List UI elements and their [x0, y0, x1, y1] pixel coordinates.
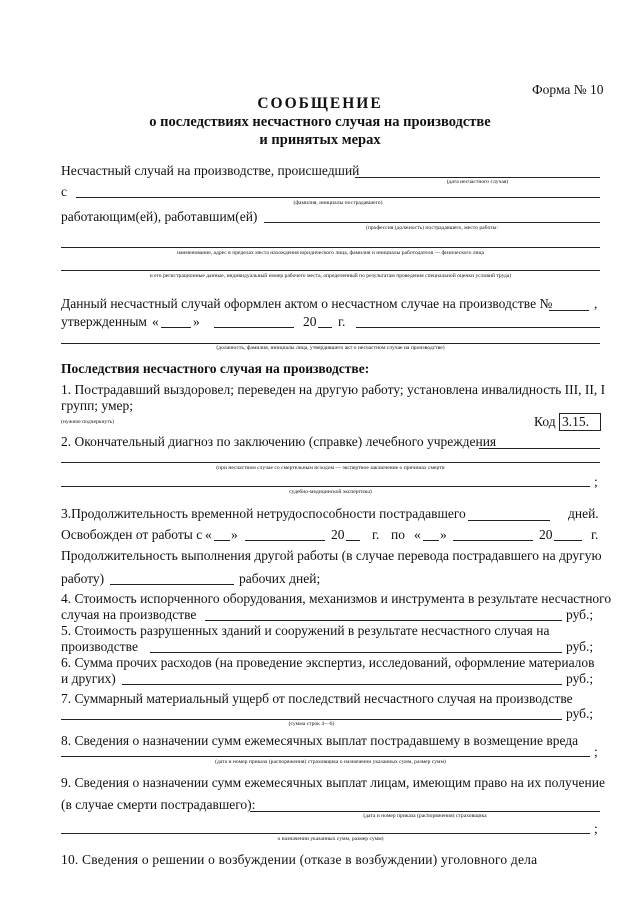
rel-q-close: »: [231, 527, 238, 542]
approver-caption: (должность, фамилия, инициалы лица, утвердившего акт о несчастном случае на производстве): [216, 345, 445, 351]
rel-year-suffix: г.: [372, 527, 380, 542]
item3-text: 3.Продолжительность временной нетрудоспособности пострадавшего: [61, 506, 466, 521]
approval-month-field[interactable]: [214, 327, 294, 328]
other-expenses-field[interactable]: [122, 684, 562, 685]
quote-open: «: [152, 314, 159, 329]
kod-label: Код: [534, 414, 556, 429]
order-caption-3: о назначении указанных сумм, размер сумм): [277, 836, 384, 842]
diagnosis-field[interactable]: [479, 448, 600, 449]
fatal-caption: (при несчастном случае со смертельным исходом — экспертное заключение о причинах смерти: [216, 465, 445, 471]
quote-close: »: [193, 314, 200, 329]
approver-field[interactable]: [356, 327, 600, 328]
item4-line2: случая на производстве: [61, 607, 197, 622]
disability-days-field[interactable]: [468, 520, 550, 521]
rub-4: руб.;: [566, 607, 594, 622]
item2-text: 2. Окончательный диагноз по заключению (справке) лечебного учреждения: [61, 434, 497, 449]
other-work-label: работу): [61, 571, 105, 586]
other-work-days-field[interactable]: [110, 584, 234, 585]
release-month-field[interactable]: [245, 540, 325, 541]
item9-line1: 9. Сведения о назначении сумм ежемесячных выплат лицам, имеющим право на их получение: [61, 775, 605, 790]
total-damage-field[interactable]: [61, 719, 562, 720]
dependents-payments-field[interactable]: [250, 811, 600, 812]
approved-label: утвержденным: [61, 314, 147, 329]
year-prefix: 20: [303, 314, 317, 329]
semicolon-9: ;: [594, 821, 598, 836]
item7-text: 7. Суммарный материальный ущерб от последствий несчастного случая на производстве: [61, 691, 573, 706]
dependents-payments-field-2[interactable]: [61, 833, 590, 834]
approver-field-2[interactable]: [61, 343, 600, 344]
release-year-field[interactable]: [346, 540, 360, 541]
with-label: с: [61, 184, 67, 199]
to-day-field[interactable]: [423, 540, 439, 541]
item9-line2: (в случае смерти пострадавшего):: [61, 797, 256, 812]
semicolon-8: ;: [594, 744, 598, 759]
semicolon: ;: [594, 474, 598, 489]
victim-payments-field[interactable]: [61, 756, 590, 757]
item10-text: 10. Сведения о решении о возбуждении (отказе в возбуждении) уголовного дела: [61, 852, 538, 867]
item8-text: 8. Сведения о назначении сумм ежемесячных выплат пострадавшему в возмещение вреда: [61, 733, 579, 748]
to-month-field[interactable]: [453, 540, 533, 541]
buildings-cost-field[interactable]: [150, 652, 562, 653]
equipment-cost-field[interactable]: [205, 620, 562, 621]
forensic-caption: судебно-медицинской экспертизы): [289, 489, 372, 495]
employer-caption: наименование, адрес в пределах места нахождения юридического лица, фамилия и инициалы работодателя — физического лица: [176, 250, 485, 256]
victim-name-field[interactable]: [76, 197, 600, 198]
approval-day-field[interactable]: [161, 327, 191, 328]
order-caption-2: (дата и номер приказа (распоряжения) страховщика: [363, 813, 487, 819]
item6-line2: и других): [61, 671, 116, 686]
act-comma: ,: [594, 296, 598, 311]
item1-line1: 1. Пострадавший выздоровел; переведен на другую работу; установлена инвалидность III, II, I: [61, 382, 606, 397]
to-q-open: «: [414, 527, 421, 542]
document-title: СООБЩЕНИЕ: [257, 95, 383, 112]
rub-5: руб.;: [566, 639, 594, 654]
year-suffix: г.: [338, 314, 346, 329]
item4-line1: 4. Стоимость испорченного оборудования, механизмов и инструмента в результате несчастного: [61, 591, 612, 606]
order-caption-1: (дата и номер приказа (распоряжения) страховщика о назначении указанных сумм, размер сумм): [215, 759, 446, 765]
diagnosis-field-2[interactable]: [61, 462, 600, 463]
working-label: работающим(ей), работавшим(ей): [61, 209, 258, 224]
profession-field[interactable]: [264, 222, 600, 223]
to-q-close: »: [440, 527, 447, 542]
item1-line2: групп; умер;: [61, 398, 134, 413]
rub-7: руб.;: [566, 706, 594, 721]
rel-q-open: «: [205, 527, 212, 542]
to-year-field[interactable]: [554, 540, 582, 541]
document-subtitle-2: и принятых мерах: [259, 132, 381, 148]
act-text: Данный несчастный случай оформлен актом о несчастном случае на производстве №: [61, 296, 553, 311]
incident-date-field[interactable]: [355, 177, 600, 178]
item5-line2: производстве: [61, 639, 138, 654]
employer-field[interactable]: [61, 247, 600, 248]
registration-field[interactable]: [61, 270, 600, 271]
underline-caption: (нужное подчеркнуть): [61, 419, 115, 425]
work-days-label: рабочих дней;: [239, 571, 321, 586]
to-label: по: [391, 527, 405, 542]
to-year-prefix: 20: [539, 527, 553, 542]
incident-label: Несчастный случай на производстве, происшедший: [61, 163, 360, 178]
item5-line1: 5. Стоимость разрушенных зданий и сооружений в результате несчастного случая на: [61, 623, 550, 638]
rub-6: руб.;: [566, 671, 594, 686]
approval-year-field[interactable]: [318, 327, 332, 328]
name-caption: (фамилия, инициалы пострадавшего): [293, 200, 383, 206]
kod-value: 3.15.: [562, 414, 589, 429]
item6-line1: 6. Сумма прочих расходов (на проведение экспертиз, исследований, оформление материалов: [61, 655, 595, 670]
released-label: Освобожден от работы с: [61, 527, 203, 542]
sum-caption: (сумма строк 4—6): [288, 721, 335, 727]
act-number-field[interactable]: [549, 310, 589, 311]
registration-caption: и его регистрационные данные, индивидуальный номер рабочего места, определенный по результатам проведения специальной оценки условий труда): [149, 273, 512, 279]
release-day-field[interactable]: [214, 540, 230, 541]
to-year-suffix: г.: [591, 527, 599, 542]
days-label: дней.: [568, 506, 599, 521]
other-work-line1: Продолжительность выполнения другой работы (в случае перевода пострадавшего на другую: [61, 548, 602, 563]
profession-caption: (профессия (должность) пострадавшего, место работы:: [366, 225, 498, 231]
rel-year-prefix: 20: [331, 527, 345, 542]
diagnosis-field-3[interactable]: [61, 486, 590, 487]
form-number: Форма № 10: [532, 82, 604, 97]
consequences-heading: Последствия несчастного случая на производстве:: [61, 361, 370, 376]
document-subtitle: о последствиях несчастного случая на производстве: [149, 114, 491, 130]
date-caption: (дата несчастного случая): [446, 179, 509, 185]
